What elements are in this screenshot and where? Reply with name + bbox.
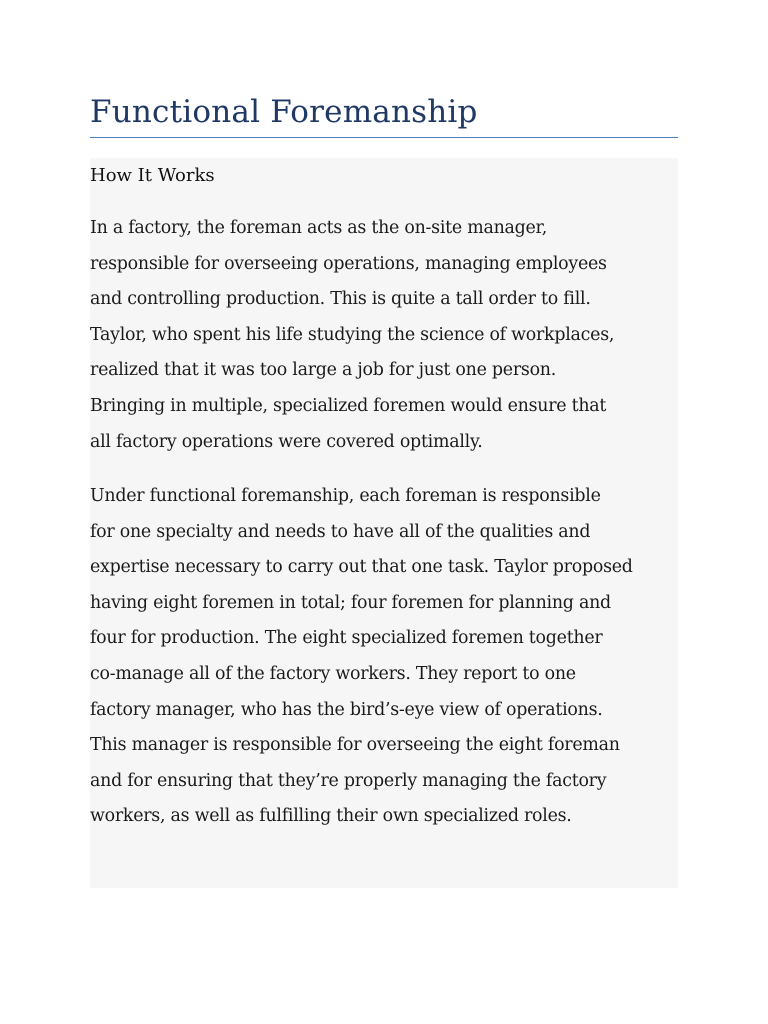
paragraph-2 — [90, 479, 680, 835]
paragraph-line: and for ensuring that they’re properly managing the factory — [90, 770, 607, 791]
section-heading: How It Works — [90, 165, 215, 186]
paragraph-line: Bringing in multiple, specialized foremen would ensure that — [90, 395, 607, 416]
paragraph-line: In a factory, the foreman acts as the on-site manager, — [90, 218, 547, 238]
paragraph-line: and controlling production. This is quite a tall order to fill. — [90, 289, 591, 310]
paragraph-1 — [90, 211, 680, 460]
paragraph-line: having eight foremen in total; four foremen for planning and — [90, 592, 611, 613]
paragraph-line: four for production. The eight specialized foremen together — [90, 628, 603, 649]
paragraph-line: responsible for overseeing operations, managing employees — [90, 253, 607, 274]
paragraph-line: Under functional foremanship, each foreman is responsible — [90, 486, 601, 506]
paragraph-line: factory manager, who has the bird’s-eye view of operations. — [90, 699, 603, 720]
paragraph-line: all factory operations were covered optimally. — [90, 431, 483, 452]
paragraph-line: co-manage all of the factory workers. They report to one — [90, 663, 576, 684]
paragraph-line: Taylor, who spent his life studying the science of workplaces, — [90, 324, 615, 345]
paragraph-line: realized that it was too large a job for just one person. — [90, 360, 557, 381]
paragraph-line: This manager is responsible for overseeing the eight foreman — [90, 735, 620, 756]
title-divider — [90, 137, 678, 138]
page-title: Functional Foremanship — [90, 94, 478, 130]
paragraph-line: expertise necessary to carry out that one task. Taylor proposed — [90, 557, 633, 578]
paragraph-line: workers, as well as fulfilling their own specialized roles. — [90, 806, 572, 827]
paragraph-line: for one specialty and needs to have all of the qualities and — [90, 521, 591, 542]
